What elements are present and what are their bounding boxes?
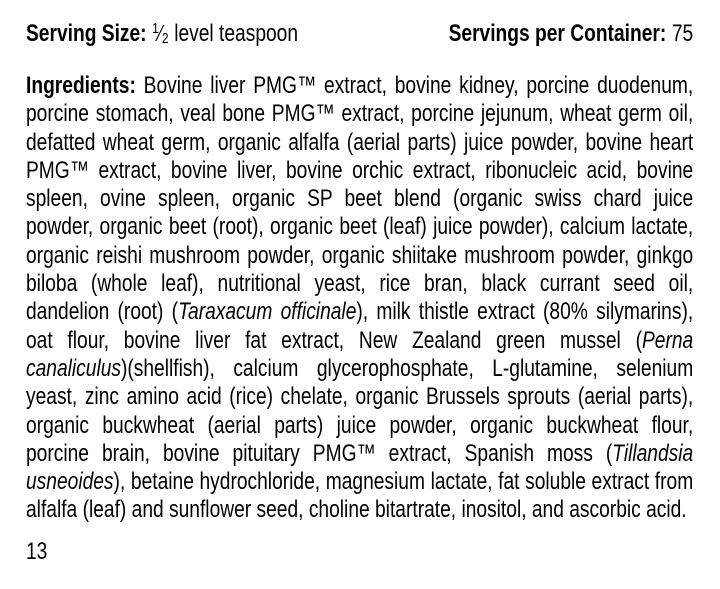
ingredient-text-segment: Taraxacum officinale (178, 298, 357, 326)
ingredient-text-segment: ), betaine hydrochloride, magnesium lactate, fat soluble extract from alfalfa (leaf) and sunflower seed, choline bitartrate, inositol, and ascorbic acid. (26, 468, 694, 524)
servings-per-container-label: Servings per Container: (448, 20, 667, 47)
ingredient-text-segment: Tillandsia usneoides (26, 439, 694, 496)
fraction-slash: ⁄ (158, 20, 162, 46)
label-content (26, 18, 693, 567)
ingredient-text-segment: Bovine liver PMG™ extract, bovine kidney, porcine duodenum, porcine stomach, veal bone PMG™ extract, porcine jejunum, wheat germ oil, defatted wheat germ, organic alfalfa (aerial parts) juice powder, bovine heart PMG™ extract, bovine liver, bovine orchic extract, ribonucleic acid, bovine spleen, ovine spleen, organic SP beet blend (organic swiss chard juice powder, organic beet (root), organic beet (leaf) juice powder), calcium lactate, organic reishi mushroom powder, organic shiitake mushroom powder, ginkgo biloba (whole leaf), nutritional yeast, rice bran, black currant seed oil, dandelion (root) ( (26, 72, 694, 326)
serving-size (26, 18, 298, 50)
fraction-numerator: 1 (152, 20, 159, 37)
ingredients-label: Ingredients: (26, 72, 136, 99)
fraction-denominator: 2 (161, 30, 169, 47)
ingredient-text-segment: ), milk thistle extract (80% silymarins), oat flour, bovine liver fat extract, New Zealand green mussel ( (26, 298, 694, 354)
serving-size-fraction (152, 18, 168, 50)
page-number: 13 (26, 537, 48, 565)
ingredients-segments (26, 72, 693, 523)
servings-per-container (449, 18, 694, 50)
serving-size-value: level teaspoon (174, 20, 299, 47)
servings-per-container-value: 75 (671, 20, 694, 47)
serving-info-row (26, 18, 693, 50)
ingredient-text-segment: Perna canaliculus (26, 326, 694, 382)
serving-size-label: Serving Size: (26, 20, 147, 47)
ingredient-text-segment: )(shellfish), calcium glycerophosphate, L-glutamine, selenium yeast, zinc amino acid (rice) chelate, organic Brussels sprouts (aerial parts), organic buckwheat (aerial parts) juice powder, organic buckwheat flour, porcine brain, bovine pituitary PMG™ extract, Spanish moss ( (26, 354, 694, 467)
ingredients-paragraph (26, 72, 693, 525)
